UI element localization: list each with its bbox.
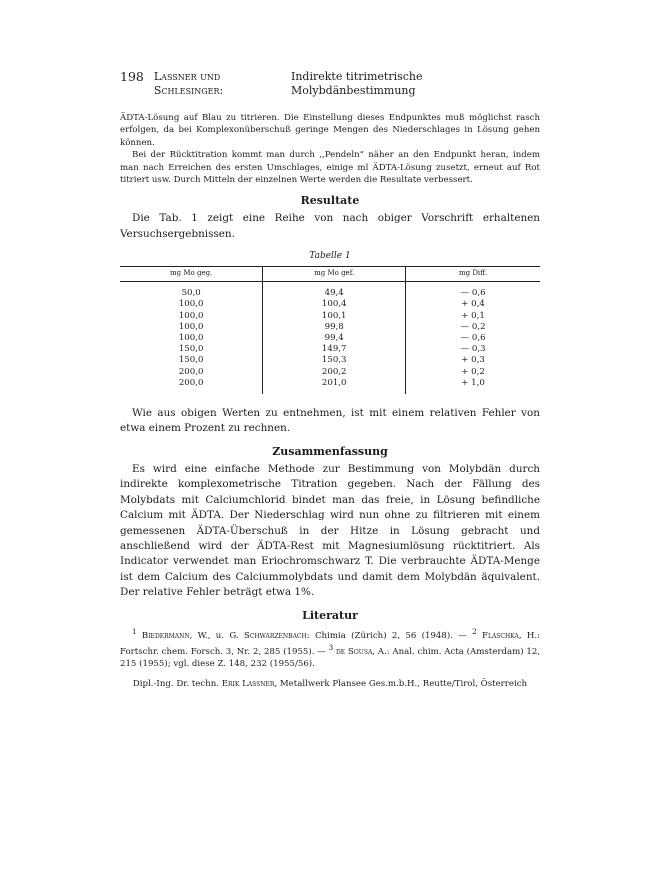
table-row	[120, 311, 540, 322]
column-header-difference: mg Diff.	[406, 267, 540, 282]
reference-author: Biedermann	[141, 630, 190, 641]
intro-paragraph-2: Bei der Rücktitration kommt man durch ,,Pendeln“ näher an den Endpunkt heran, indem man nach Erreichen des ersten Umschlages, einige ml ÄDTA-Lösung zusetzt, erneut auf Rot titriert usw. Durch Mitteln der einzelnen Werte werden die Resultate verbessert.	[120, 150, 540, 186]
cell-mo-found: 200,2	[263, 367, 406, 378]
cell-mo-given: 50,0	[181, 288, 201, 299]
table-row	[120, 378, 540, 394]
cell-mo-given: 100,0	[178, 333, 204, 344]
cell-difference: + 0,4	[406, 299, 540, 310]
cell-difference: + 0,1	[406, 311, 540, 322]
cell-difference: + 0,3	[406, 355, 540, 366]
heading-zusammenfassung: Zusammenfassung	[272, 444, 388, 458]
reference-text: , A.: Anal. chim. Acta (Amsterdam) 12, 215 (1955); vgl. diese Z. 148, 232 (1955/56).	[120, 646, 541, 670]
table-header-row	[120, 267, 540, 282]
table-row	[120, 282, 540, 300]
cell-mo-given: 200,0	[178, 366, 204, 377]
cell-mo-given: 150,0	[178, 344, 204, 355]
cell-mo-given: 100,0	[178, 299, 204, 310]
cell-mo-found: 100,1	[263, 311, 406, 322]
reference-author: Flaschka	[482, 630, 519, 641]
cell-difference: + 1,0	[406, 378, 540, 394]
reference-number: 2	[472, 626, 477, 636]
running-header	[120, 70, 540, 98]
author-title: Dipl.-Ing. Dr. techn.	[132, 679, 219, 690]
reference-author: de Sousa	[336, 646, 373, 657]
cell-mo-given: 200,0	[178, 377, 204, 388]
heading-literatur: Literatur	[302, 608, 358, 622]
cell-difference: + 0,2	[406, 367, 540, 378]
cell-mo-found: 149,7	[263, 344, 406, 355]
cell-mo-given: 150,0	[178, 355, 204, 366]
reference-text: , H.: Fortschr. chem. Forsch. 3, Nr. 2, 285 (1955). —	[120, 630, 540, 657]
table-row	[120, 355, 540, 366]
page-number: 198	[120, 69, 144, 84]
cell-difference: — 0,2	[406, 322, 540, 333]
page	[120, 70, 540, 691]
column-header-mo-found: mg Mo gef.	[263, 267, 406, 282]
cell-mo-found: 99,4	[263, 333, 406, 344]
reference-number: 3	[328, 642, 334, 652]
intro-paragraph-1: ÄDTA-Lösung auf Blau zu titrieren. Die Einstellung dieses Endpunktes muß möglichst rasch erfolgen, da bei Komplexonüberschuß geringe Mengen des Niederschlages in Lösung gehen können.	[120, 113, 540, 148]
reference-text: : Chimia (Zürich) 2, 56 (1948). —	[306, 630, 467, 641]
cell-mo-given: 100,0	[178, 321, 204, 332]
summary-paragraph: Es wird eine einfache Methode zur Bestimmung von Molybdän durch indirekte komplexometrische Titration gegeben. Nach der Fällung des Molybdats mit Calciumchlorid bindet man das freie, in Lösung befindliche Calcium mit ÄDTA. Der Niederschlag wird nun ohne zu filtrieren mit einem gemessenen ÄDTA-Überschuß in der Hitze in Lösung gebracht und anschließend wird der ÄDTA-Rest mit Magnesiumlösung rücktitriert. Als Indicator verwendet man Eriochromschwarz T. Die verbrauchte ÄDTA-Menge ist dem Calcium des Calciummolybdats und damit dem Molybdän äquivalent. Der relative Fehler beträgt etwa 1%.	[120, 462, 540, 599]
cell-mo-found: 150,3	[263, 355, 406, 366]
after-table-paragraph: Wie aus obigen Werten zu entnehmen, ist mit einem relativen Fehler von etwa einem Prozent zu rechnen.	[120, 407, 540, 435]
table-row	[120, 322, 540, 333]
cell-mo-found: 99,8	[263, 322, 406, 333]
results-table	[120, 266, 540, 394]
author-address	[120, 678, 540, 690]
heading-resultate: Resultate	[300, 194, 360, 208]
table-caption: Tabelle 1	[309, 251, 351, 262]
table-row	[120, 367, 540, 378]
table-row	[120, 333, 540, 344]
author-affiliation: , Metallwerk Plansee Ges.m.b.H., Reutte/Tirol, Österreich	[274, 679, 528, 690]
author-name: Erik Lassner	[221, 679, 275, 690]
column-header-mo-given: mg Mo geg.	[120, 267, 263, 282]
cell-mo-given: 100,0	[178, 310, 204, 321]
reference-author: Schwarzenbach	[243, 630, 307, 641]
intro-section	[120, 112, 540, 186]
reference-entry	[120, 626, 540, 671]
cell-difference: — 0,6	[406, 282, 540, 300]
cell-mo-found: 201,0	[263, 378, 406, 394]
cell-mo-found: 49,4	[263, 282, 406, 300]
table-row	[120, 299, 540, 310]
reference-number: 1	[132, 626, 137, 636]
table-row	[120, 344, 540, 355]
header-authors: Lassner und Schlesinger:	[153, 70, 224, 97]
header-title: Indirekte titrimetrische Molybdänbestimmung	[291, 70, 423, 97]
cell-difference: — 0,6	[406, 333, 540, 344]
reference-text: , W., u. G.	[189, 630, 244, 641]
cell-difference: — 0,3	[406, 344, 540, 355]
resultate-paragraph: Die Tab. 1 zeigt eine Reihe von nach obiger Vorschrift erhaltenen Versuchsergebnissen.	[120, 212, 540, 240]
cell-mo-found: 100,4	[263, 299, 406, 310]
